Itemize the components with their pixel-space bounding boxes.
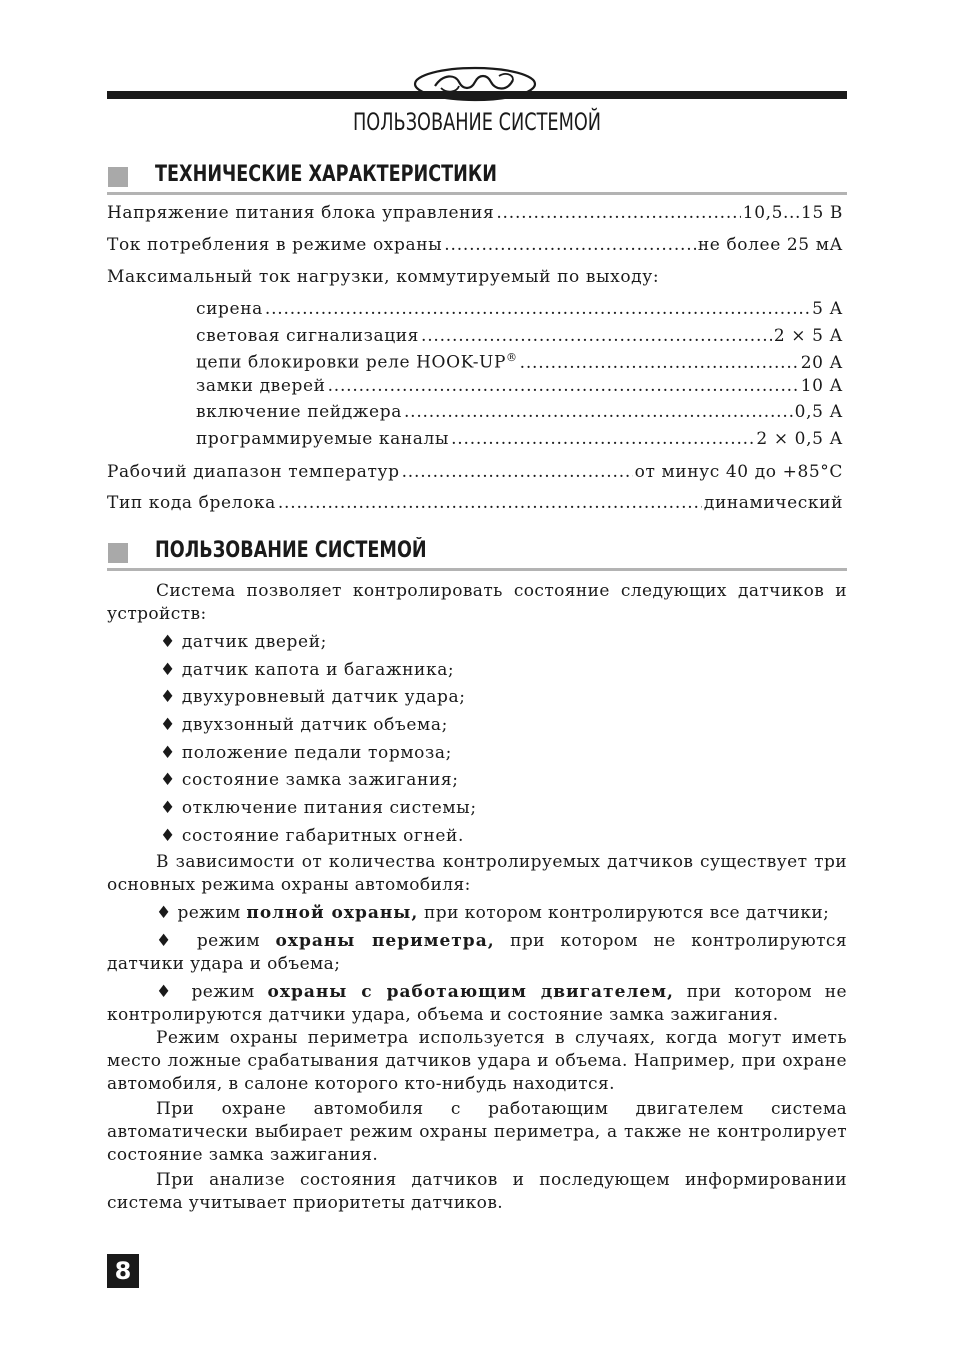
section-title: ТЕХНИЧЕСКИЕ ХАРАКТЕРИСТИКИ (155, 162, 498, 187)
section-rule (107, 568, 847, 571)
spec-row-voltage (107, 203, 843, 223)
section-heading-usage (107, 538, 847, 570)
spec-value: 10,5...15 В (742, 203, 843, 223)
mode-item-full: ♦ режим полной охраны, при котором контролируются все датчики; (156, 903, 830, 923)
spec-label: Напряжение питания блока управления (107, 203, 495, 223)
priority-paragraph: При анализе состояния датчиков и последующем информировании система учитывает приоритеты датчиков. (107, 1170, 847, 1213)
intro-paragraph: Система позволяет контролировать состояние следующих датчиков и устройств: (107, 581, 847, 624)
spec-subrow-siren (196, 299, 843, 319)
list-item: ♦ датчик капота и багажника; (160, 660, 455, 680)
spec-label: световая сигнализация (196, 326, 419, 346)
spec-label: программируемые каналы (196, 429, 450, 449)
list-item: ♦ положение педали тормоза; (160, 743, 452, 763)
list-item: ♦ двухуровневый датчик удара; (160, 687, 466, 707)
dot-leader (444, 235, 696, 255)
dot-leader (421, 326, 772, 346)
section-title: ПОЛЬЗОВАНИЕ СИСТЕМОЙ (155, 538, 427, 563)
spec-row-current (107, 235, 843, 255)
section-marker-icon (108, 167, 128, 187)
perimeter-paragraph: Режим охраны периметра используется в случаях, когда могут иметь место ложные срабатывания датчиков удара и объема. Например, при охране автомобиля, в салоне которого кто-нибудь находится. (107, 1028, 847, 1094)
spec-value: от минус 40 до +85°С (634, 462, 843, 482)
mode-name: охраны с работающим двигателем, (267, 982, 674, 1002)
section-rule (107, 192, 847, 195)
spec-subrow-lights (196, 326, 843, 346)
spec-value: 0,5 А (794, 402, 843, 422)
spec-label: Рабочий диапазон температур (107, 462, 400, 482)
dot-leader (328, 376, 799, 396)
spec-value: динамический (703, 493, 843, 513)
list-item: ♦ датчик дверей; (160, 632, 327, 652)
dot-leader (404, 402, 793, 422)
spec-subrow-channels (196, 429, 843, 449)
engine-paragraph: При охране автомобиля с работающим двигателем система автоматически выбирает режим охраны периметра, а также не контролирует состояние замка зажигания. (107, 1099, 847, 1165)
spec-row-code-type (107, 493, 843, 513)
spec-label: цепи блокировки реле HOOK-UP® (196, 351, 518, 373)
mode-item-engine: ♦ режим охраны с работающим двигателем, при котором не контролируются датчики удара, объема и состояние замка зажигания. (107, 982, 847, 1025)
spec-row-temperature (107, 462, 843, 482)
spec-label: Ток потребления в режиме охраны (107, 235, 443, 255)
list-item: ♦ состояние замка зажигания; (160, 770, 459, 790)
spec-value: 2 × 5 А (773, 326, 843, 346)
registered-mark: ® (506, 351, 518, 364)
mode-name: полной охраны, (246, 903, 419, 923)
max-current-label: Максимальный ток нагрузки, коммутируемый по выходу: (107, 267, 660, 287)
running-title: ПОЛЬЗОВАНИЕ СИСТЕМОЙ (352, 108, 602, 136)
mode-item-perimeter: ♦ режим охраны периметра, при котором не контролируются датчики удара и объема; (107, 931, 847, 974)
section-marker-icon (108, 543, 128, 563)
dot-leader (451, 429, 754, 449)
spec-subrow-pager (196, 402, 843, 422)
spec-label: включение пейджера (196, 402, 402, 422)
list-item: ♦ состояние габаритных огней. (160, 826, 464, 846)
section-heading-specs (107, 162, 847, 194)
page-number: 8 (107, 1254, 139, 1288)
spec-label: Тип кода брелока (107, 493, 276, 513)
dot-leader (265, 299, 810, 319)
dot-leader (496, 203, 740, 223)
spec-subrow-hookup (196, 351, 843, 373)
spec-label: замки дверей (196, 376, 326, 396)
list-item: ♦ отключение питания системы; (160, 798, 477, 818)
modes-intro-paragraph: В зависимости от количества контролируемых датчиков существует три основных режима охраны автомобиля: (107, 852, 847, 895)
spec-value: 5 А (812, 299, 843, 319)
dot-leader (278, 493, 702, 513)
spec-label: сирена (196, 299, 263, 319)
dot-leader (520, 353, 799, 373)
list-item: ♦ двухзонный датчик объема; (160, 715, 448, 735)
header-rule (107, 91, 847, 99)
spec-subrow-locks (196, 376, 843, 396)
dot-leader (402, 462, 633, 482)
spec-value: 10 А (800, 376, 843, 396)
spec-value: не более 25 мА (697, 235, 843, 255)
spec-value: 20 А (800, 352, 843, 373)
spec-value: 2 × 0,5 А (756, 429, 843, 449)
mode-name: охраны периметра, (275, 931, 495, 951)
